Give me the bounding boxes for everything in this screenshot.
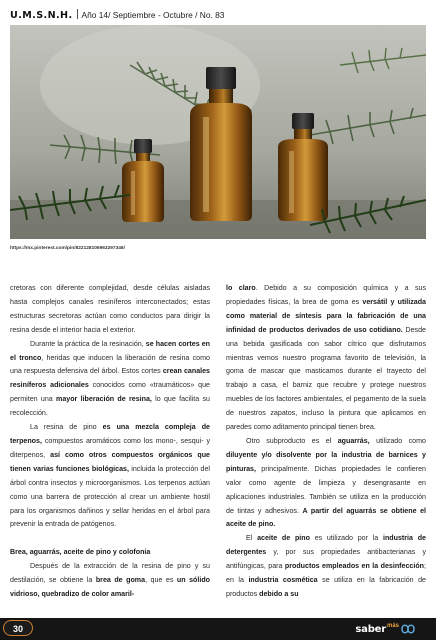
- article-column-left: [10, 282, 210, 602]
- section-subheading: Brea, aguarrás, aceite de pino y colofonia: [10, 548, 151, 557]
- issue-info: Año 14/ Septiembre - Octubre / No. 83: [81, 10, 225, 20]
- page-number: 30: [3, 620, 33, 636]
- paragraph: Después de la extracción de la resina de pino y su destilación, se obtiene la brea de goma, que es un sólido vidrioso, quebradizo de color amaril-: [10, 562, 210, 598]
- header-divider: [77, 9, 78, 19]
- paragraph: lo claro. Debido a su composición química y a sus propiedades físicas, la brea de goma es versátil y utilizada como material de síntesis para la fabricación de una infinidad de productos derivados de uso cotidiano. Desde una bebida gasificada con sabor cítrico que disfrutamos mientras vemos nuestro programa favorito de televisión, la goma de mascar que masticamos durante el trayecto del trabajo a casa, el barniz que recubre y protege nuestros muebles de los factores ambientales, el pegamento de la suela de nuestros zapatos, incluso la pintura que aplicamos en paredes como aditamento principal tienen brea.: [226, 284, 427, 432]
- paragraph: La resina de pino es una mezcla compleja de terpenos, compuestos aromáticos como los mono-, sesqui- y diterpenos, así como otros compuestos orgánicos que tienen varias funciones biológicas, incluida la protección del árbol contra insectos y microorganismos. Los terpenos actúan como una barrera de protección al crear un ambiente hostil para los organismos dañinos y sellar heridas en el árbol para prevenir la entrada de patógenos.: [10, 423, 211, 529]
- sabermas-logo: [355, 622, 416, 636]
- paragraph: Otro subproducto es el aguarrás, utilizado como diluyente y/o disolvente por la industria de barnices y pinturas, principalmente. Dichas propiedades le confieren valor como agente de limpieza y desengrasante en aplicaciones industriales. También se utiliza en la producción de tintas y adhesivos. A partir del aguarrás se obtiene el aceite de pino.: [226, 436, 426, 529]
- paragraph: Durante la práctica de la resinación, se hacen cortes en el tronco, heridas que inducen la liberación de resina como una respuesta defensiva del árbol. Estos cortes crean canales resiníferos adicionales conocidos como «traumáticos» que permiten una mayor liberación de resina, lo que facilita su recolección.: [10, 339, 210, 418]
- masthead: U.M.S.N.H.: [10, 10, 73, 21]
- paragraph: El aceite de pino es utilizado por la industria de detergentes y, por sus propiedades antibacterianas y antifúngicas, para productos empleados en la desinfección; en la industria cosmética se utiliza en la fabricación de productos debido a su: [226, 534, 426, 598]
- logo-wordmark: saber: [355, 623, 386, 635]
- logo-swirl-icon: [400, 622, 416, 636]
- page-header: [10, 8, 224, 21]
- page-footer: [0, 618, 436, 640]
- article-column-right: [226, 282, 426, 602]
- paragraph: cretoras con diferente complejidad, desde células aisladas hasta complejos canales resiníferos interconectados; estas estructuras secretoras actúan como conductos para dirigir la resina desde el interior hacia el exterior.: [10, 284, 210, 334]
- logo-superscript: más: [386, 623, 399, 629]
- photo-caption: https://mx.pinterest.com/pin/822128106963297346/: [10, 246, 125, 251]
- pine-oil-bottles-photo: [10, 25, 426, 239]
